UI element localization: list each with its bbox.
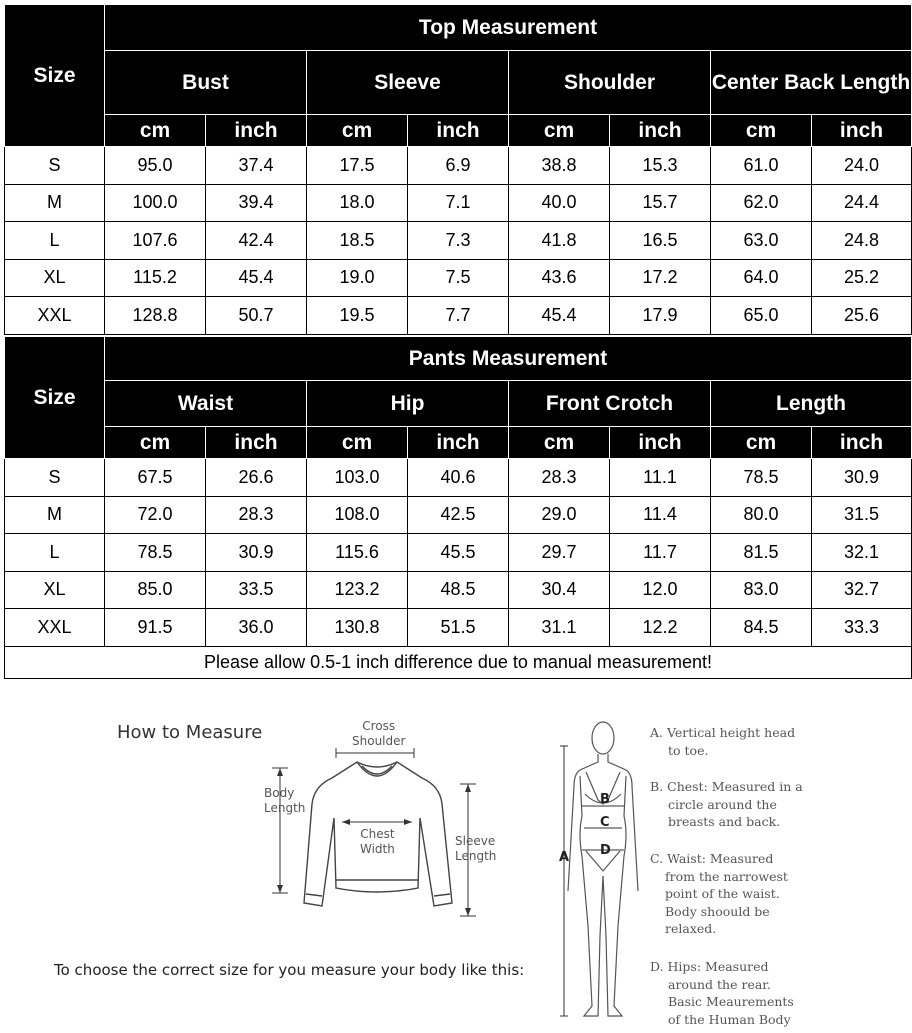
size-header: Size (5, 5, 105, 147)
value-cell: 123.2 (307, 571, 408, 609)
value-cell: 25.6 (812, 297, 912, 335)
size-header: Size (5, 337, 105, 459)
value-cell: 30.9 (812, 459, 912, 497)
value-cell: 6.9 (408, 147, 509, 185)
value-cell: 64.0 (711, 259, 812, 297)
value-cell: 37.4 (206, 147, 307, 185)
value-cell: 30.9 (206, 534, 307, 572)
value-cell: 12.2 (610, 609, 711, 647)
size-cell: M (5, 496, 105, 534)
unit-header: cm (307, 115, 408, 147)
value-cell: 28.3 (509, 459, 610, 497)
unit-header: inch (812, 427, 912, 459)
table-row (5, 147, 912, 185)
unit-header: cm (711, 115, 812, 147)
value-cell: 19.0 (307, 259, 408, 297)
value-cell: 115.6 (307, 534, 408, 572)
marker-b: B (600, 792, 610, 807)
value-cell: 78.5 (711, 459, 812, 497)
value-cell: 29.7 (509, 534, 610, 572)
value-cell: 72.0 (105, 496, 206, 534)
sleeve-length-label: Sleeve Length (455, 834, 497, 863)
value-cell: 24.0 (812, 147, 912, 185)
value-cell: 61.0 (711, 147, 812, 185)
value-cell: 41.8 (509, 222, 610, 260)
size-cell: L (5, 222, 105, 260)
desc-b: B. Chest: Measured in a circle around the breasts and back. (650, 779, 803, 829)
unit-header: cm (509, 115, 610, 147)
value-cell: 63.0 (711, 222, 812, 260)
value-cell: 24.8 (812, 222, 912, 260)
value-cell: 115.2 (105, 259, 206, 297)
value-cell: 25.2 (812, 259, 912, 297)
value-cell: 45.4 (509, 297, 610, 335)
group-header: Sleeve (307, 51, 509, 115)
value-cell: 29.0 (509, 496, 610, 534)
value-cell: 38.8 (509, 147, 610, 185)
value-cell: 17.9 (610, 297, 711, 335)
cross-shoulder-label: Cross Shoulder (352, 719, 406, 748)
value-cell: 42.5 (408, 496, 509, 534)
choose-size-text: To choose the correct size for you measure your body like this: (54, 961, 525, 979)
desc-c: C. Waist: Measured from the narrowest point of the waist. Body shoould be relaxed. (650, 851, 788, 936)
size-cell: XL (5, 259, 105, 297)
measurement-note: Please allow 0.5-1 inch difference due to manual measurement! (5, 646, 912, 678)
value-cell: 128.8 (105, 297, 206, 335)
value-cell: 108.0 (307, 496, 408, 534)
table-row (5, 534, 912, 572)
size-cell: L (5, 534, 105, 572)
value-cell: 100.0 (105, 184, 206, 222)
value-cell: 42.4 (206, 222, 307, 260)
group-header: Shoulder (509, 51, 711, 115)
size-cell: XXL (5, 609, 105, 647)
value-cell: 15.7 (610, 184, 711, 222)
value-cell: 16.5 (610, 222, 711, 260)
desc-a: A. Vertical height head to toe. (650, 725, 796, 758)
unit-header: inch (610, 115, 711, 147)
body-length-label: Body Length (264, 786, 306, 815)
value-cell: 67.5 (105, 459, 206, 497)
value-cell: 7.1 (408, 184, 509, 222)
top-measurement-table (4, 4, 912, 335)
value-cell: 81.5 (711, 534, 812, 572)
table-row (5, 496, 912, 534)
value-cell: 51.5 (408, 609, 509, 647)
unit-header: inch (408, 427, 509, 459)
chest-width-label: Chest Width (360, 827, 395, 856)
group-header: Length (711, 381, 912, 427)
value-cell: 17.2 (610, 259, 711, 297)
group-header: Bust (105, 51, 307, 115)
value-cell: 32.7 (812, 571, 912, 609)
table-row (5, 184, 912, 222)
value-cell: 83.0 (711, 571, 812, 609)
body-figure-diagram (558, 716, 648, 1028)
value-cell: 7.3 (408, 222, 509, 260)
value-cell: 30.4 (509, 571, 610, 609)
value-cell: 11.4 (610, 496, 711, 534)
value-cell: 40.0 (509, 184, 610, 222)
table-title: Top Measurement (105, 5, 912, 51)
size-cell: M (5, 184, 105, 222)
size-cell: XXL (5, 297, 105, 335)
how-to-measure-title: How to Measure (117, 722, 263, 743)
size-cell: S (5, 459, 105, 497)
group-header: Hip (307, 381, 509, 427)
marker-d: D (600, 843, 611, 858)
unit-header: cm (105, 115, 206, 147)
value-cell: 28.3 (206, 496, 307, 534)
value-cell: 33.5 (206, 571, 307, 609)
value-cell: 45.5 (408, 534, 509, 572)
size-cell: S (5, 147, 105, 185)
unit-header: inch (408, 115, 509, 147)
marker-a: A (559, 850, 570, 865)
group-header: Center Back Length (711, 51, 912, 115)
value-cell: 39.4 (206, 184, 307, 222)
value-cell: 31.5 (812, 496, 912, 534)
value-cell: 130.8 (307, 609, 408, 647)
value-cell: 11.1 (610, 459, 711, 497)
table-row (5, 259, 912, 297)
group-header: Front Crotch (509, 381, 711, 427)
value-cell: 103.0 (307, 459, 408, 497)
value-cell: 33.3 (812, 609, 912, 647)
desc-d: D. Hips: Measured around the rear. Basic Meaurements of the Human Body (650, 959, 794, 1027)
value-cell: 15.3 (610, 147, 711, 185)
value-cell: 84.5 (711, 609, 812, 647)
table-row (5, 222, 912, 260)
table-row (5, 459, 912, 497)
unit-header: cm (307, 427, 408, 459)
value-cell: 45.4 (206, 259, 307, 297)
value-cell: 95.0 (105, 147, 206, 185)
unit-header: cm (509, 427, 610, 459)
table-row (5, 297, 912, 335)
pants-measurement-table (4, 336, 912, 679)
table-title: Pants Measurement (105, 337, 912, 381)
value-cell: 18.5 (307, 222, 408, 260)
unit-header: cm (711, 427, 812, 459)
unit-header: inch (812, 115, 912, 147)
unit-header: cm (105, 427, 206, 459)
value-cell: 36.0 (206, 609, 307, 647)
value-cell: 17.5 (307, 147, 408, 185)
value-cell: 62.0 (711, 184, 812, 222)
unit-header: inch (206, 115, 307, 147)
value-cell: 91.5 (105, 609, 206, 647)
table-row (5, 571, 912, 609)
value-cell: 18.0 (307, 184, 408, 222)
value-cell: 48.5 (408, 571, 509, 609)
value-cell: 11.7 (610, 534, 711, 572)
table-row (5, 609, 912, 647)
value-cell: 26.6 (206, 459, 307, 497)
value-cell: 65.0 (711, 297, 812, 335)
group-header: Waist (105, 381, 307, 427)
value-cell: 85.0 (105, 571, 206, 609)
value-cell: 40.6 (408, 459, 509, 497)
value-cell: 24.4 (812, 184, 912, 222)
value-cell: 78.5 (105, 534, 206, 572)
value-cell: 43.6 (509, 259, 610, 297)
value-cell: 80.0 (711, 496, 812, 534)
marker-c: C (600, 815, 610, 830)
value-cell: 32.1 (812, 534, 912, 572)
value-cell: 50.7 (206, 297, 307, 335)
unit-header: inch (206, 427, 307, 459)
value-cell: 107.6 (105, 222, 206, 260)
value-cell: 31.1 (509, 609, 610, 647)
value-cell: 19.5 (307, 297, 408, 335)
value-cell: 12.0 (610, 571, 711, 609)
size-cell: XL (5, 571, 105, 609)
value-cell: 7.7 (408, 297, 509, 335)
unit-header: inch (610, 427, 711, 459)
value-cell: 7.5 (408, 259, 509, 297)
